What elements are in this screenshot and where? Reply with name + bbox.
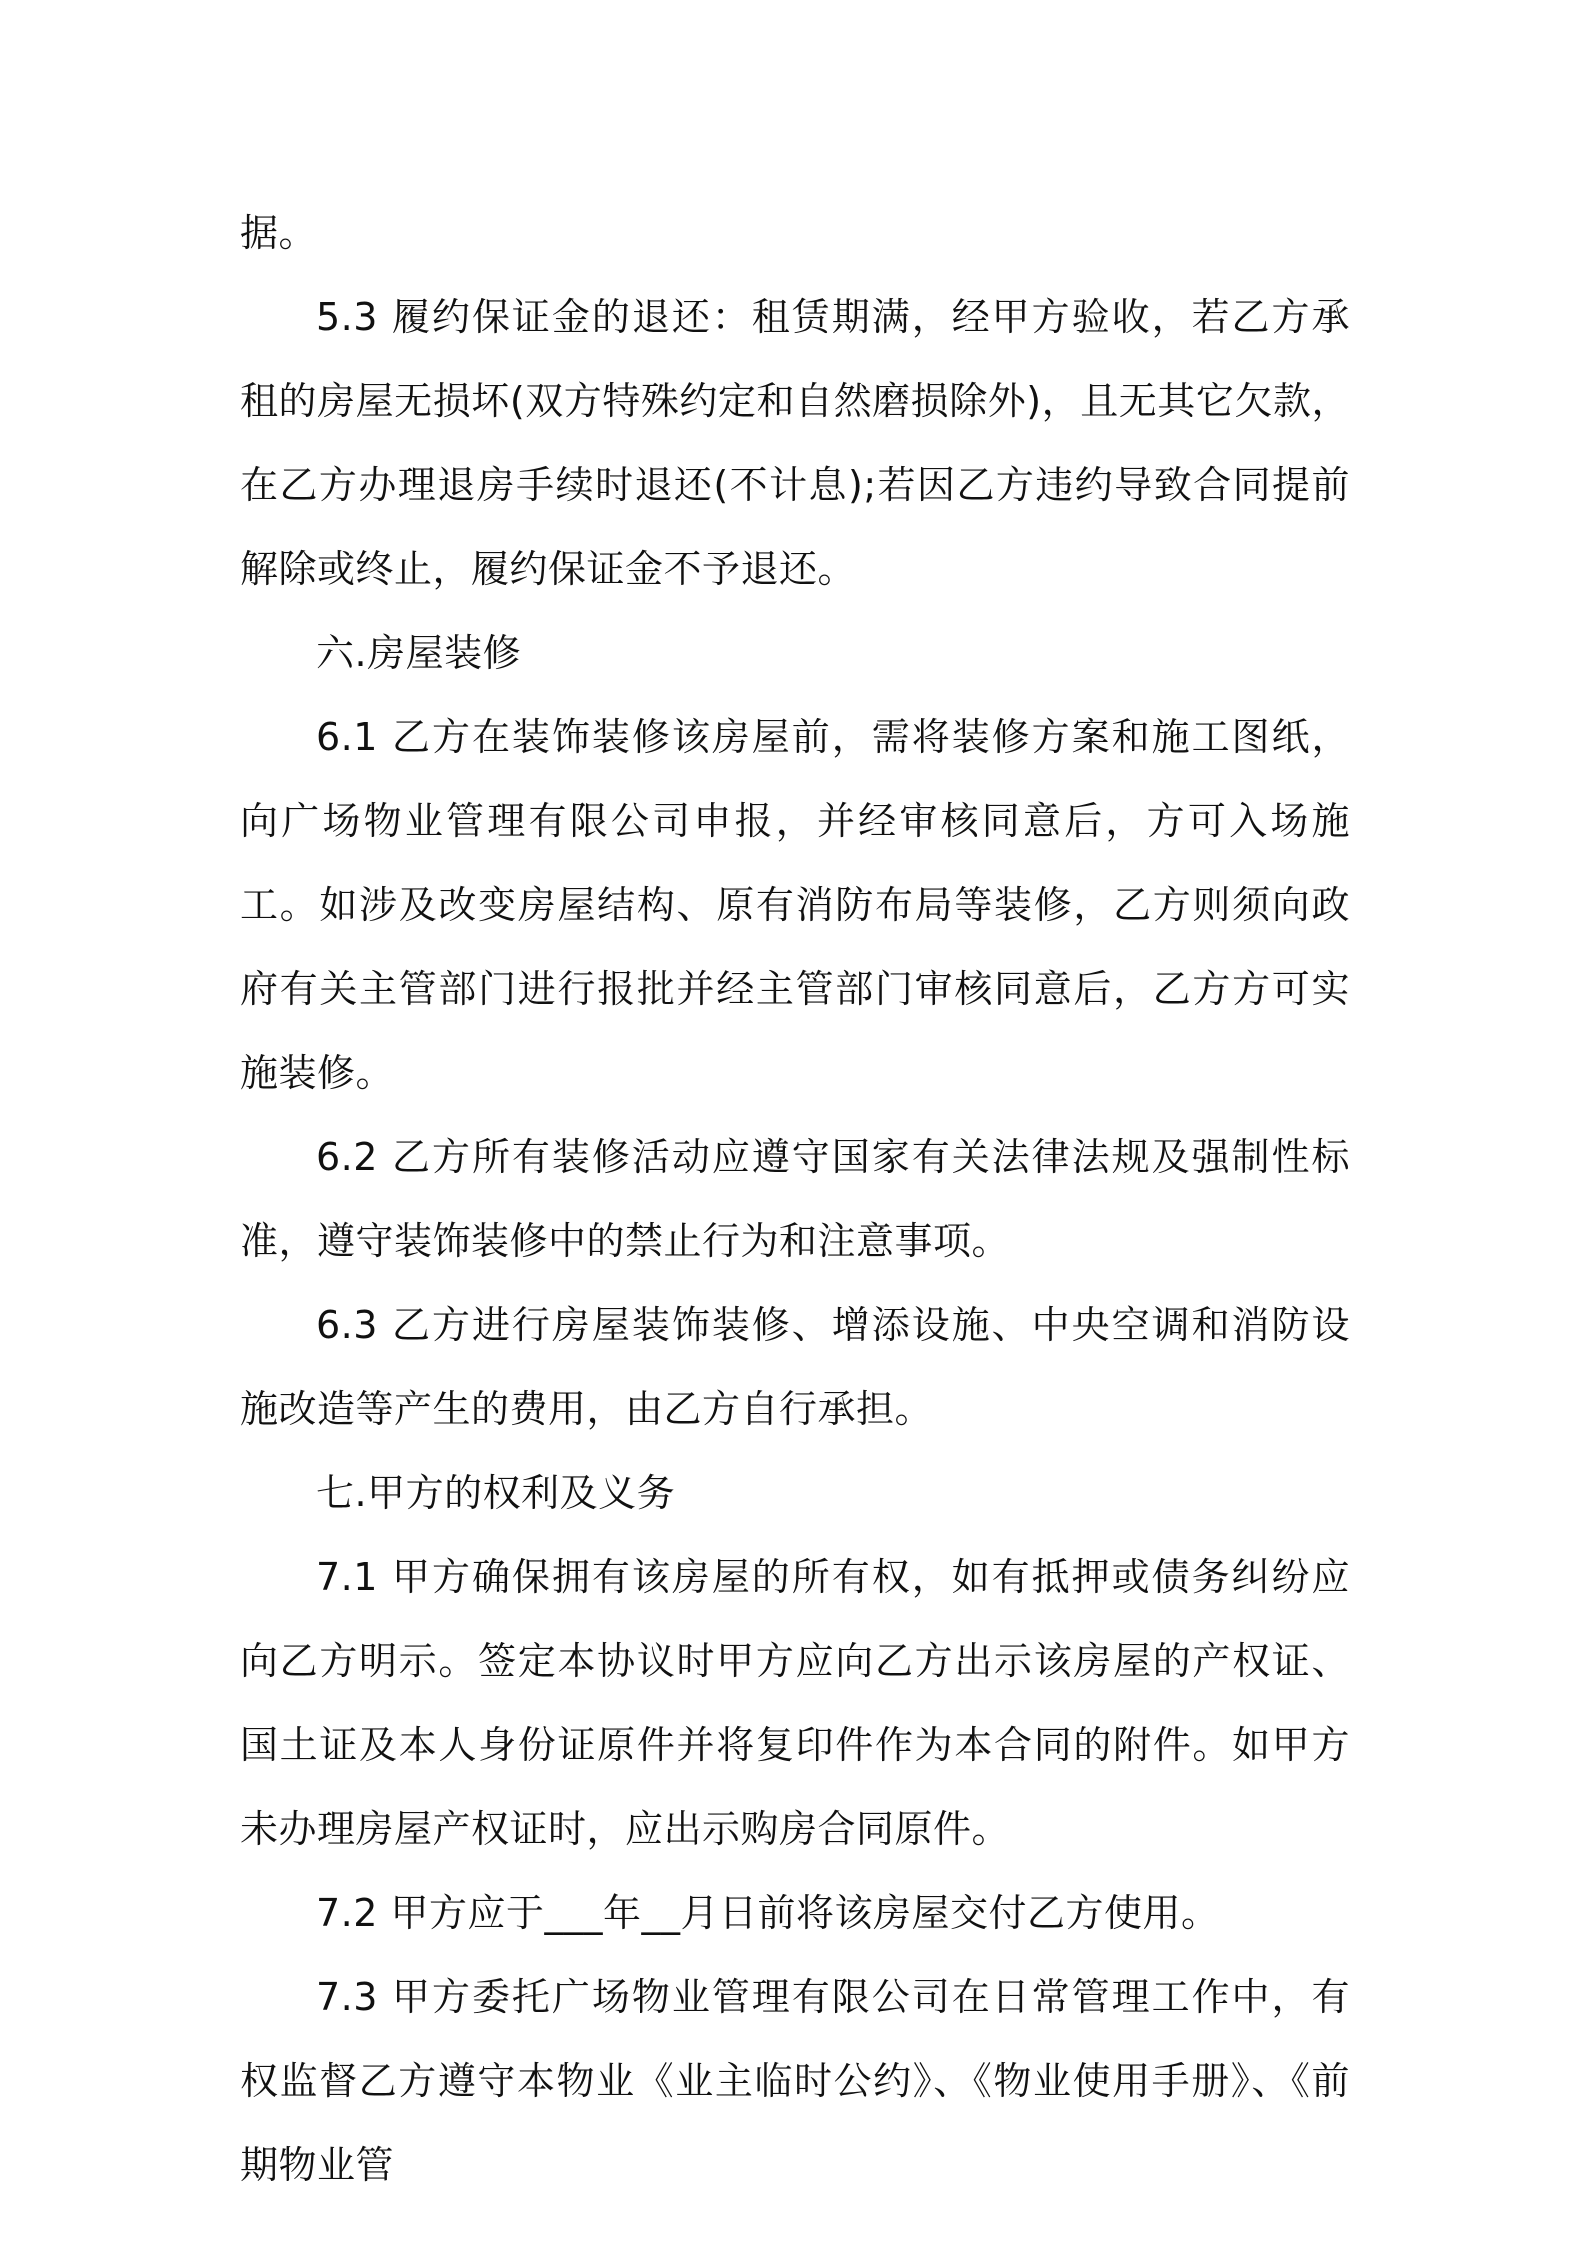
- paragraph-6-3: 6.3 乙方进行房屋装饰装修、增添设施、中央空调和消防设施改造等产生的费用，由乙方自行承担。: [240, 1303, 1350, 1431]
- paragraph-7-3: 7.3 甲方委托广场物业管理有限公司在日常管理工作中，有权监督乙方遵守本物业《业主临时公约》、《物业使用手册》、《前期物业管: [240, 1975, 1350, 2187]
- paragraph-6-2: 6.2 乙方所有装修活动应遵守国家有关法律法规及强制性标准，遵守装饰装修中的禁止行为和注意事项。: [240, 1135, 1350, 1263]
- paragraph-6-1: 6.1 乙方在装饰装修该房屋前，需将装修方案和施工图纸，向广场物业管理有限公司申报，并经审核同意后，方可入场施工。如涉及改变房屋结构、原有消防布局等装修，乙方则须向政府有关主管部门进行报批并经主管部门审核同意后，乙方方可实施装修。: [240, 715, 1350, 1095]
- paragraph-7-2: 7.2 甲方应于___年__月日前将该房屋交付乙方使用。: [316, 1891, 1220, 1935]
- paragraph-5-3: 5.3 履约保证金的退还：租赁期满，经甲方验收，若乙方承租的房屋无损坏(双方特殊约定和自然磨损除外)，且无其它欠款，在乙方办理退房手续时退还(不计息);若因乙方违约导致合同提前解除或终止，履约保证金不予退还。: [240, 295, 1350, 591]
- section-heading-7: 七.甲方的权利及义务: [316, 1471, 676, 1515]
- paragraph-7-1: 7.1 甲方确保拥有该房屋的所有权，如有抵押或债务纠纷应向乙方明示。签定本协议时甲方应向乙方出示该房屋的产权证、国土证及本人身份证原件并将复印件作为本合同的附件。如甲方未办理房屋产权证时，应出示购房合同原件。: [240, 1555, 1350, 1851]
- paragraph-continuation: 据。: [240, 211, 318, 255]
- document-body: [240, 191, 1350, 2207]
- section-heading-6: 六.房屋装修: [316, 631, 522, 675]
